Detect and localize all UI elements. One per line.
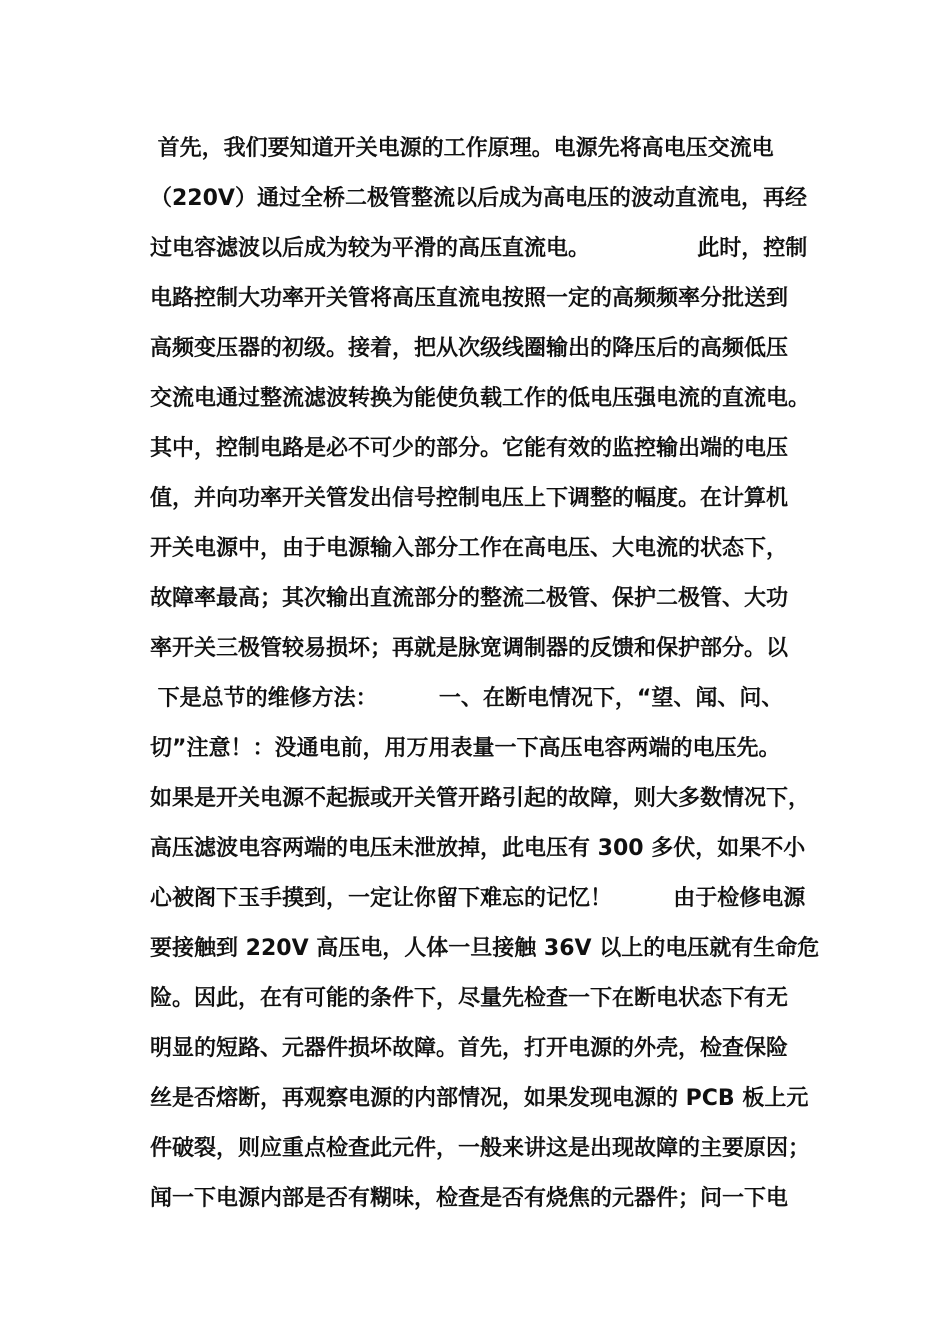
text-line: 闻一下电源内部是否有糊味，检查是否有烧焦的元器件；问一下电 [150,1186,789,1211]
text-line: 切”注意！：没通电前，用万用表量一下高压电容两端的电压先。 [150,736,781,761]
text-line: 高频变压器的初级。接着，把从次级线圈输出的降压后的高频低压 [150,336,789,361]
text-line: 心被阁下玉手摸到，一定让你留下难忘的记忆！ 由于检修电源 [150,886,806,911]
text-line: 过电容滤波以后成为较为平滑的高压直流电。 此时，控制 [150,236,808,261]
text-line: 丝是否熔断，再观察电源的内部情况，如果发现电源的 PCB 板上元 [150,1086,809,1111]
text-line: 件破裂，则应重点检查此元件，一般来讲这是出现故障的主要原因； [150,1136,811,1161]
text-line: 首先，我们要知道开关电源的工作原理。电源先将高电压交流电 [150,136,774,161]
text-line: 下是总节的维修方法： 一、在断电情况下，“望、闻、问、 [150,686,784,711]
text-line: 要接触到 220V 高压电，人体一旦接触 36V 以上的电压就有生命危 [150,936,820,961]
text-line: 明显的短路、元器件损坏故障。首先，打开电源的外壳，检查保险 [150,1036,789,1061]
text-line: 如果是开关电源不起振或开关管开路引起的故障，则大多数情况下， [150,786,811,811]
text-line: 险。因此，在有可能的条件下，尽量先检查一下在断电状态下有无 [150,986,789,1011]
text-line: 高压滤波电容两端的电压未泄放掉，此电压有 300 多伏，如果不小 [150,836,806,861]
text-line: 值，并向功率开关管发出信号控制电压上下调整的幅度。在计算机 [150,486,789,511]
text-line: 率开关三极管较易损坏；再就是脉宽调制器的反馈和保护部分。以 [150,636,789,661]
text-line: 开关电源中，由于电源输入部分工作在高电压、大电流的状态下， [150,536,789,561]
text-line: 其中，控制电路是必不可少的部分。它能有效的监控输出端的电压 [150,436,789,461]
text-line: 电路控制大功率开关管将高压直流电按照一定的高频频率分批送到 [150,286,789,311]
text-line: （220V）通过全桥二极管整流以后成为高电压的波动直流电，再经 [150,186,807,211]
text-line: 交流电通过整流滤波转换为能使负载工作的低电压强电流的直流电。 [150,386,811,411]
text-line: 故障率最高；其次输出直流部分的整流二极管、保护二极管、大功 [150,586,789,611]
